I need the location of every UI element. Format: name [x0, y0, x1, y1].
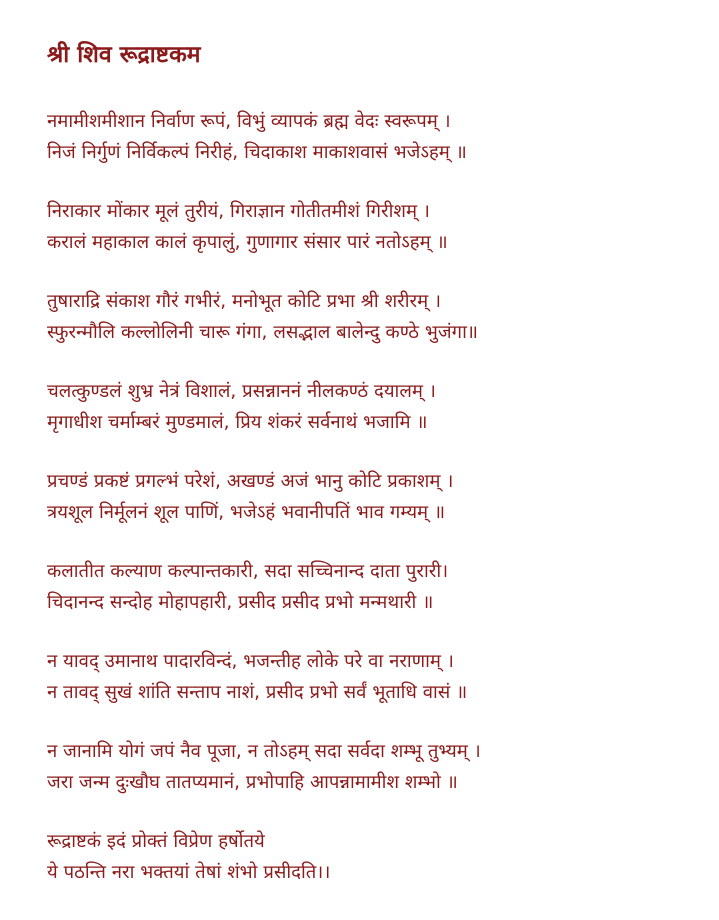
stanza-line: तुषाराद्रि संकाश गौरं गभीरं, मनोभूत कोटि प्रभा श्री शरीरम् । [47, 291, 442, 312]
stanza-6 [47, 556, 707, 618]
stanza-3 [47, 286, 707, 348]
document-page [47, 38, 707, 916]
stanza-line: न यावद् उमानाथ पादारविन्दं, भजन्तीह लोके परे वा नराणाम् । [47, 651, 454, 672]
stanza-line: निराकार मोंकार मूलं तुरीयं, गिराज्ञान गोतीतमीशं गिरीशम् । [47, 201, 430, 222]
stanza-line: निजं निर्गुणं निर्विकल्पं निरीहं, चिदाकाश माकाशवासं भजेऽहम् ॥ [47, 142, 467, 163]
stanza-line: चिदानन्द सन्दोह मोहापहारी, प्रसीद प्रसीद प्रभो मन्मथारी ॥ [47, 592, 434, 613]
stanza-5 [47, 466, 707, 528]
stanza-2 [47, 196, 707, 258]
stanza-line: रूद्राष्टकं इदं प्रोक्तं विप्रेण हर्षोतये [47, 831, 265, 852]
stanza-line: त्रयशूल निर्मूलनं शूल पाणिं, भजेऽहं भवानीपतिं भाव गम्यम् ॥ [47, 502, 446, 523]
phala-shruti [47, 826, 707, 888]
stanza-line: करालं महाकाल कालं कृपालुं, गुणागार संसार पारं नतोऽहम् ॥ [47, 232, 448, 253]
stanza-line: न जानामि योगं जपं नैव पूजा, न तोऽहम् सदा सर्वदा शम्भू तुभ्यम् । [47, 741, 481, 762]
stanza-line: जरा जन्म दुःखौघ तातप्यमानं, प्रभोपाहि आपन्नामामीश शम्भो ॥ [47, 772, 458, 793]
stanza-7 [47, 646, 707, 708]
stanza-line: चलत्कुण्डलं शुभ्र नेत्रं विशालं, प्रसन्नाननं नीलकण्ठं दयालम् । [47, 381, 436, 402]
stanza-line: कलातीत कल्याण कल्पान्तकारी, सदा सच्चिनान्द दाता पुरारी। [47, 561, 449, 582]
stanza-1 [47, 106, 707, 168]
stanza-line: मृगाधीश चर्माम्बरं मुण्डमालं, प्रिय शंकरं सर्वनाथं भजामि ॥ [47, 412, 428, 433]
stanza-8 [47, 736, 707, 798]
stanza-line: न तावद् सुखं शांति सन्ताप नाशं, प्रसीद प्रभो सर्वं भूताधि वासं ॥ [47, 682, 468, 703]
stanza-line: स्फुरन्मौलि कल्लोलिनी चारू गंगा, लसद्भाल बालेन्दु कण्ठे भुजंगा॥ [47, 322, 478, 343]
stanza-line: ये पठन्ति नरा भक्तयां तेषां शंभो प्रसीदति।। [47, 862, 331, 883]
stanza-line: नमामीशमीशान निर्वाण रूपं, विभुं व्यापकं ब्रह्म वेदः स्वरूपम् । [47, 111, 451, 132]
stanza-4 [47, 376, 707, 438]
page-title: श्री शिव रूद्राष्टकम [47, 42, 201, 68]
stanza-line: प्रचण्डं प्रकष्टं प्रगल्भं परेशं, अखण्डं अजं भानु कोटि प्रकाशम् । [47, 471, 454, 492]
